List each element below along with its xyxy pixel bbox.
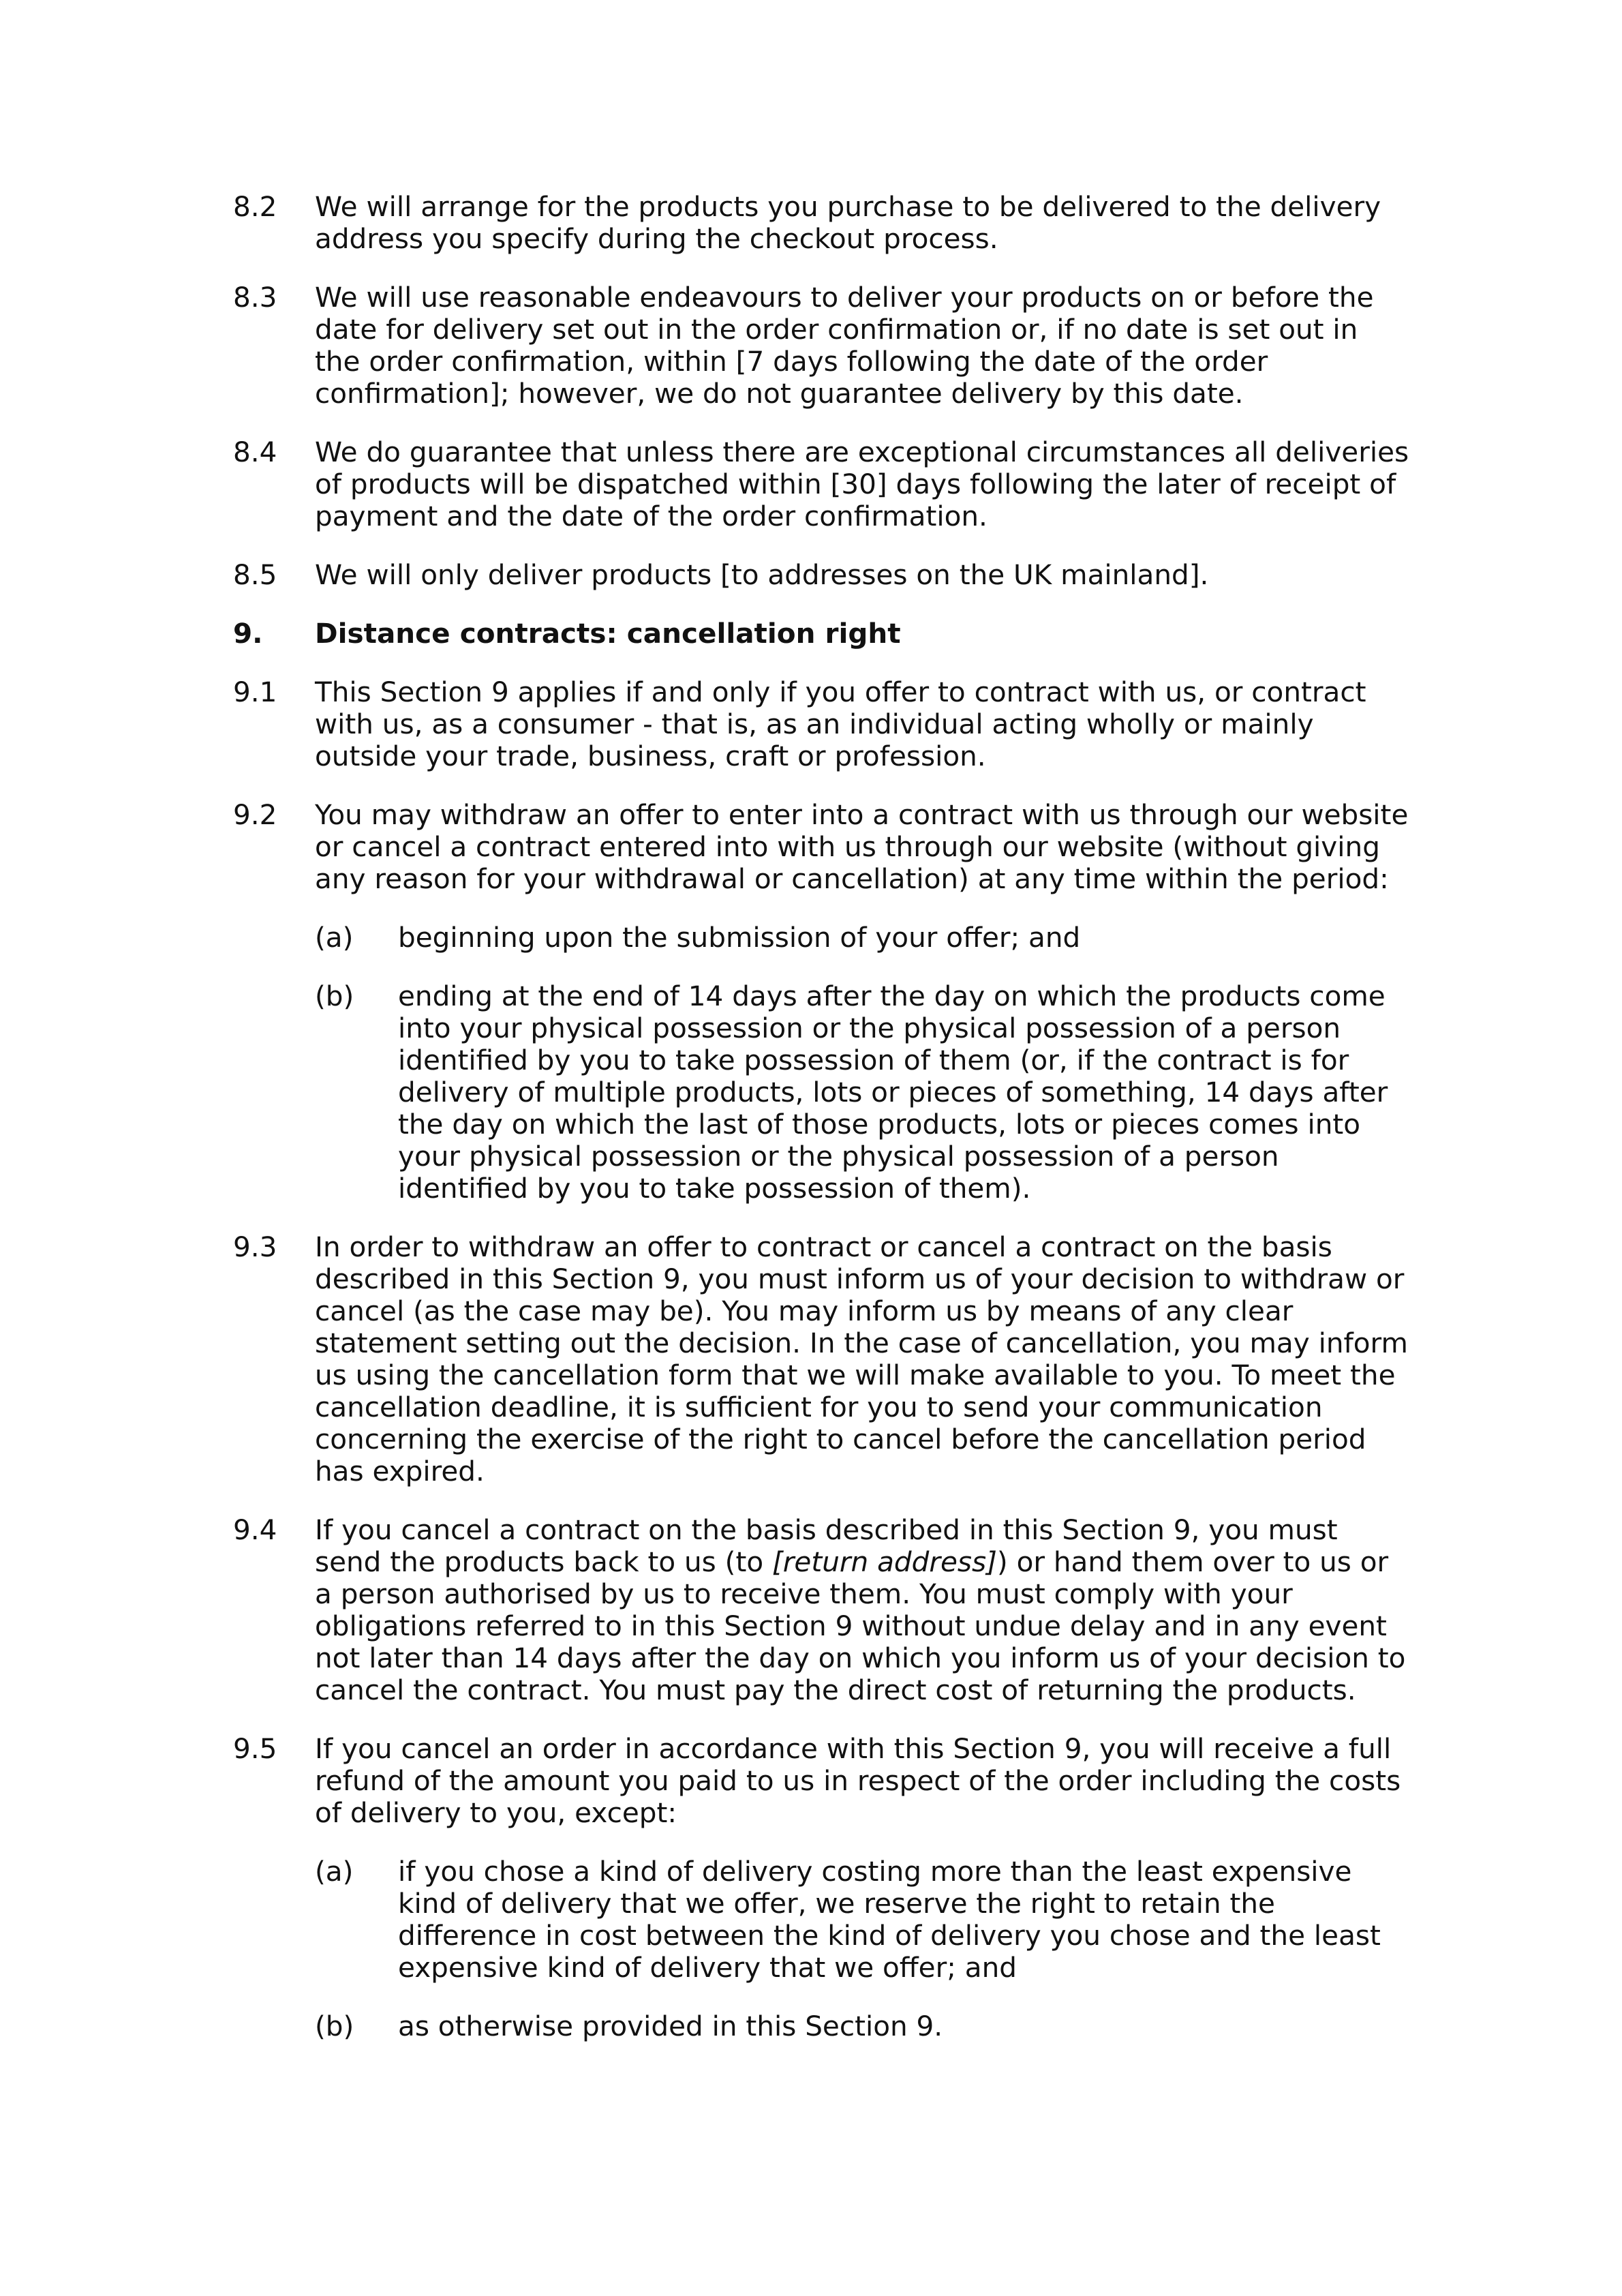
clause-number: 8.2: [233, 190, 277, 223]
clause-number: 8.4: [233, 436, 277, 468]
subclause-label: (a): [315, 1855, 354, 1888]
clause-8-3: [233, 282, 1411, 410]
clause-text-after: ) or hand them over to us or a person authorised by us to receive them. You must comply with your obligations referred to in this Section 9 without undue delay and in any event not later than 14 days after the day on which you inform us of your decision to cancel the contract. You must pay the direct cost of returning the products.: [315, 1545, 1406, 1706]
subclause-label: (b): [315, 980, 354, 1012]
clause-text: This Section 9 applies if and only if you offer to contract with us, or contract with us, as a consumer - that is, as an individual acting wholly or mainly outside your trade, business, craft or profession.: [315, 676, 1366, 772]
subclause-text: as otherwise provided in this Section 9.: [398, 2010, 943, 2042]
clause-text: We will use reasonable endeavours to deliver your products on or before the date for delivery set out in the order confirmation or, if no date is set out in the order confirmation, within [7 days following the date of the order confirmation]; however, we do not guarantee delivery by this date.: [315, 281, 1374, 410]
clause-text: In order to withdraw an offer to contract or cancel a contract on the basis described in this Section 9, you must inform us of your decision to withdraw or cancel (as the case may be). You may inform us by means of any clear statement setting out the decision. In the case of cancellation, you may inform us using the cancellation form that we will make available to you. To meet the cancellation deadline, it is sufficient for you to send your communication concerning the exercise of the right to cancel before the cancellation period has expired.: [315, 1230, 1408, 1487]
clause-9-1: [233, 676, 1411, 772]
clause-number: 9.5: [233, 1732, 277, 1765]
section-title: Distance contracts: cancellation right: [315, 617, 901, 650]
clause-number: 8.5: [233, 558, 277, 591]
subclause-text: beginning upon the submission of your offer; and: [398, 921, 1081, 954]
subclause-text: if you chose a kind of delivery costing more than the least expensive kind of delivery that we offer, we reserve the right to retain the difference in cost between the kind of delivery you chose and the least expensive kind of delivery that we offer; and: [398, 1855, 1381, 1984]
section-9-heading: [233, 618, 1411, 650]
clause-number: 9.4: [233, 1513, 277, 1546]
clause-text: We do guarantee that unless there are exceptional circumstances all deliveries of products will be dispatched within [30] days following the later of receipt of payment and the date of the order confirmation.: [315, 436, 1409, 532]
clause-8-5: [233, 559, 1411, 591]
clause-9-5-b: [315, 2010, 1411, 2042]
clause-9-2-b: [315, 980, 1411, 1205]
subclause-label: (a): [315, 921, 354, 954]
clause-9-2-a: [315, 922, 1411, 954]
clause-text-before: If you cancel a contract on the basis described in this Section 9, you must send the products back to us (to: [315, 1513, 1338, 1578]
subclause-text: ending at the end of 14 days after the day on which the products come into your physical possession or the physical possession of a person identified by you to take possession of them (or, if the contract is for delivery of multiple products, lots or pieces of something, 14 days after the day on which the last of those products, lots or pieces comes into your physical possession or the physical possession of a person identified by you to take possession of them).: [398, 980, 1388, 1205]
clause-number: 9.1: [233, 676, 277, 708]
clause-8-2: [233, 191, 1411, 255]
clause-8-4: [233, 436, 1411, 532]
clause-9-4: [233, 1514, 1411, 1706]
subclause-label: (b): [315, 2010, 354, 2042]
clause-text: We will only deliver products [to addresses on the UK mainland].: [315, 558, 1209, 591]
clause-9-2: [233, 799, 1411, 895]
clause-9-5: [233, 1733, 1411, 1829]
clause-number: 8.3: [233, 281, 277, 314]
clause-9-3: [233, 1231, 1411, 1487]
clause-text: [315, 1514, 1411, 1706]
return-address-placeholder: [return address]: [771, 1545, 997, 1578]
clause-text: We will arrange for the products you purchase to be delivered to the delivery address you specify during the checkout process.: [315, 190, 1381, 255]
clause-9-5-a: [315, 1856, 1411, 1984]
clause-text: You may withdraw an offer to enter into a contract with us through our website or cancel a contract entered into with us through our website (without giving any reason for your withdrawal or cancellation) at any time within the period:: [315, 798, 1409, 895]
section-number: 9.: [233, 617, 263, 650]
clause-number: 9.2: [233, 798, 277, 831]
clause-number: 9.3: [233, 1230, 277, 1263]
clause-text: If you cancel an order in accordance with this Section 9, you will receive a full refund of the amount you paid to us in respect of the order including the costs of delivery to you, except:: [315, 1732, 1401, 1829]
